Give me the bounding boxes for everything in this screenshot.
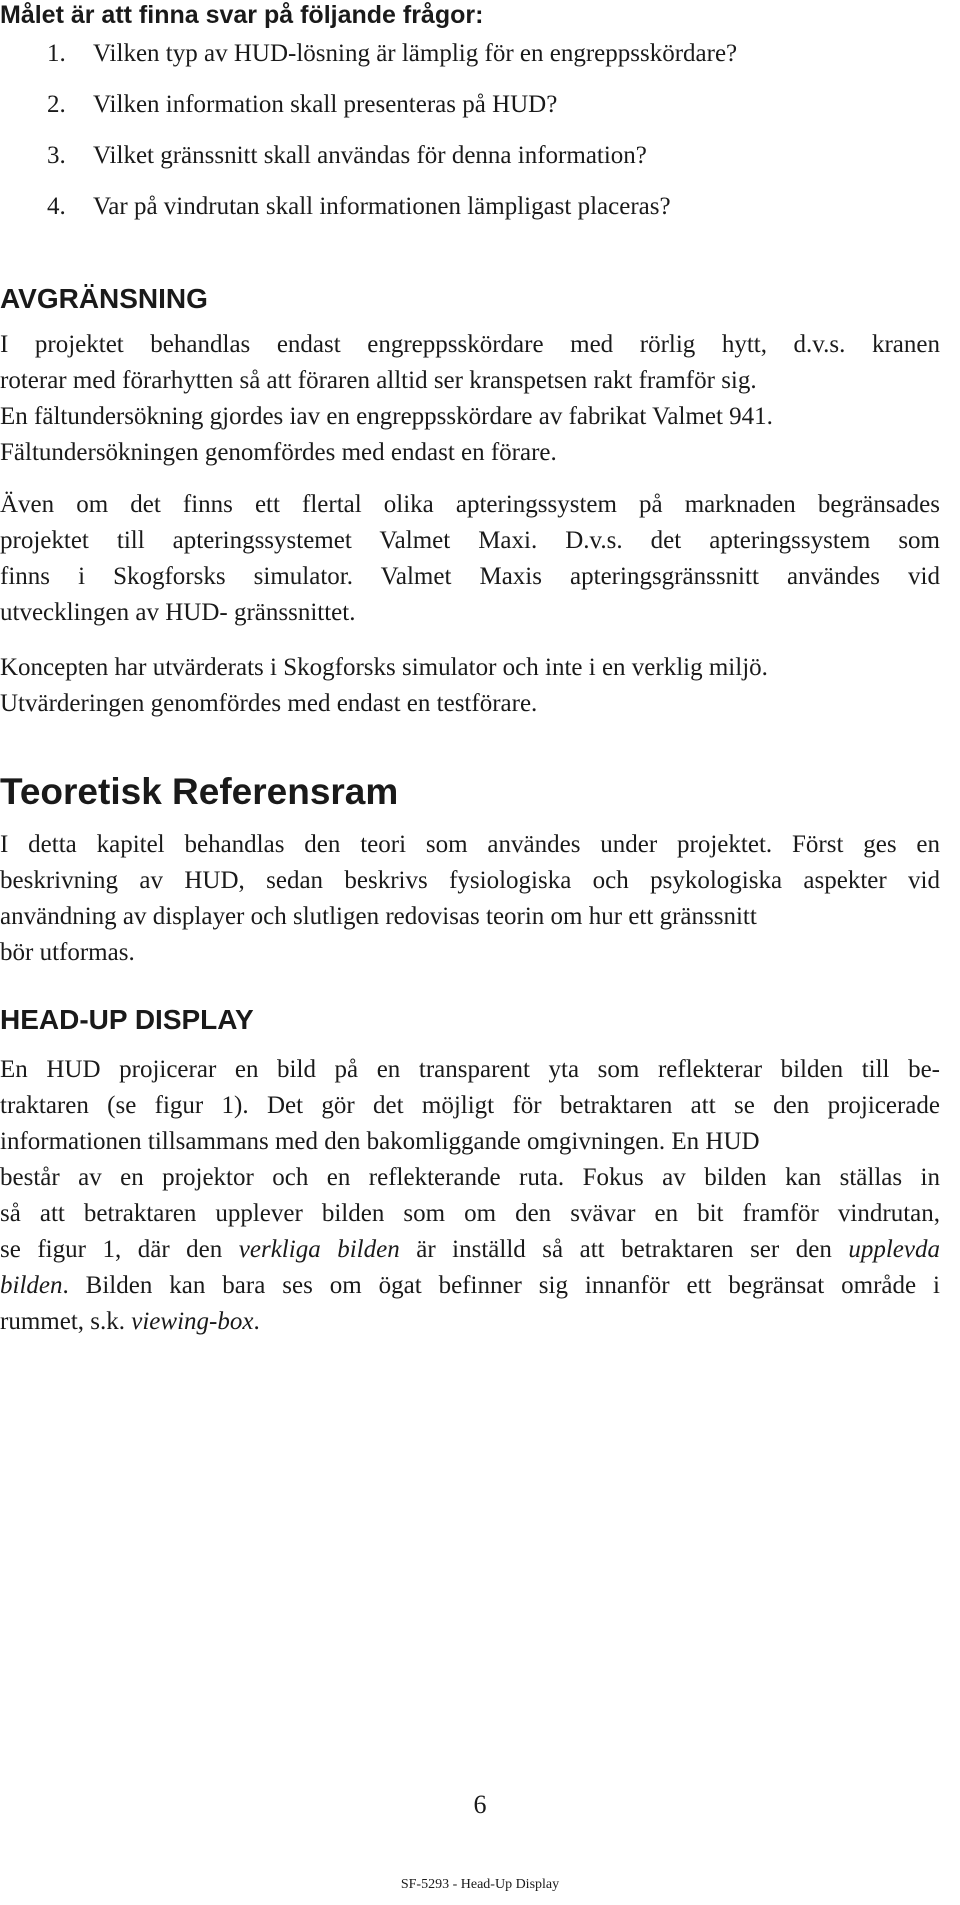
list-number: 1.: [47, 40, 66, 67]
paragraph-hud: [0, 1052, 940, 1340]
paragraph-line: Fältundersökningen genomfördes med endast en förare.: [0, 439, 557, 466]
paragraph-line: En HUD projicerar en bild på en transparent yta som reflekterar bilden till be-: [0, 1056, 940, 1083]
text-run: se figur 1, där den: [0, 1236, 239, 1263]
list-item: [0, 181, 737, 232]
italic-term: verkliga bilden: [238, 1236, 400, 1263]
paragraph-line: bör utformas.: [0, 939, 135, 966]
text-run: . Bilden kan bara ses om ögat befinner sig innanför ett begränsat område i: [62, 1272, 940, 1299]
question-list: [0, 28, 737, 232]
chapter-heading-teoretisk: Teoretisk Referensram: [0, 771, 399, 812]
paragraph-line: finns i Skogforsks simulator. Valmet Maxis apteringsgränssnitt användes vid: [0, 563, 940, 590]
italic-term: viewing-box: [131, 1308, 254, 1335]
paragraph-line: Utvärderingen genomfördes med endast en testförare.: [0, 690, 538, 717]
paragraph-line: I projektet behandlas endast engreppsskördare med rörlig hytt, d.v.s. kranen: [0, 331, 940, 358]
list-item: [0, 79, 737, 130]
list-number: 3.: [47, 142, 66, 169]
list-text: Var på vindrutan skall informationen lämpligast placeras?: [93, 193, 671, 220]
text-run: .: [253, 1308, 260, 1335]
paragraph-line: så att betraktaren upplever bilden som om den svävar en bit framför vindrutan,: [0, 1200, 940, 1227]
list-item: [0, 130, 737, 181]
italic-term: bilden: [0, 1272, 63, 1299]
paragraph-line: projektet till apteringssystemet Valmet Maxi. D.v.s. det apteringssystem som: [0, 527, 940, 554]
list-text: Vilken typ av HUD-lösning är lämplig för en engreppsskördare?: [93, 40, 738, 67]
paragraph-line: Koncepten har utvärderats i Skogforsks simulator och inte i en verklig miljö.: [0, 654, 768, 681]
paragraph-scope: [0, 327, 940, 471]
paragraph-line: En fältundersökning gjordes iav en engreppsskördare av fabrikat Valmet 941.: [0, 403, 773, 430]
paragraph-line: [0, 1232, 940, 1268]
paragraph-line: [0, 1304, 940, 1340]
paragraph-line: roterar med förarhytten så att föraren alltid ser kranspetsen rakt framför sig.: [0, 367, 757, 394]
list-text: Vilken information skall presenteras på HUD?: [93, 91, 558, 118]
text-run: är inställd så att betraktaren ser den: [399, 1236, 849, 1263]
list-text: Vilket gränssnitt skall användas för denna information?: [93, 142, 647, 169]
paragraph-line: användning av displayer och slutligen redovisas teorin om hur ett gränssnitt: [0, 903, 757, 930]
section-heading-avgransning: AVGRÄNSNING: [0, 283, 208, 314]
paragraph-line: utvecklingen av HUD- gränssnittet.: [0, 599, 356, 626]
section-heading-hud: HEAD-UP DISPLAY: [0, 1004, 254, 1035]
paragraph-line: [0, 1268, 940, 1304]
list-item: [0, 28, 737, 79]
paragraph-line: traktaren (se figur 1). Det gör det möjligt för betraktaren att se den projicerade: [0, 1092, 940, 1119]
page-number: 6: [473, 1790, 487, 1819]
page-footer: SF-5293 - Head-Up Display: [400, 1877, 560, 1892]
paragraph-systems: [0, 487, 940, 631]
italic-term: upplevda: [848, 1236, 940, 1263]
paragraph-line: Även om det finns ett flertal olika apteringssystem på marknaden begränsades: [0, 491, 940, 518]
paragraph-evaluation: [0, 650, 940, 722]
list-number: 4.: [47, 193, 66, 220]
paragraph-line: beskrivning av HUD, sedan beskrivs fysiologiska och psykologiska aspekter vid: [0, 867, 940, 894]
paragraph-line: I detta kapitel behandlas den teori som användes under projektet. Först ges en: [0, 831, 940, 858]
intro-heading: Målet är att finna svar på följande frågor:: [0, 1, 484, 29]
list-number: 2.: [47, 91, 66, 118]
paragraph-line: informationen tillsammans med den bakomliggande omgivningen. En HUD: [0, 1128, 760, 1155]
paragraph-theory: [0, 827, 940, 971]
text-run: rummet, s.k.: [0, 1308, 132, 1335]
paragraph-line: består av en projektor och en reflekterande ruta. Fokus av bilden kan ställas in: [0, 1164, 940, 1191]
